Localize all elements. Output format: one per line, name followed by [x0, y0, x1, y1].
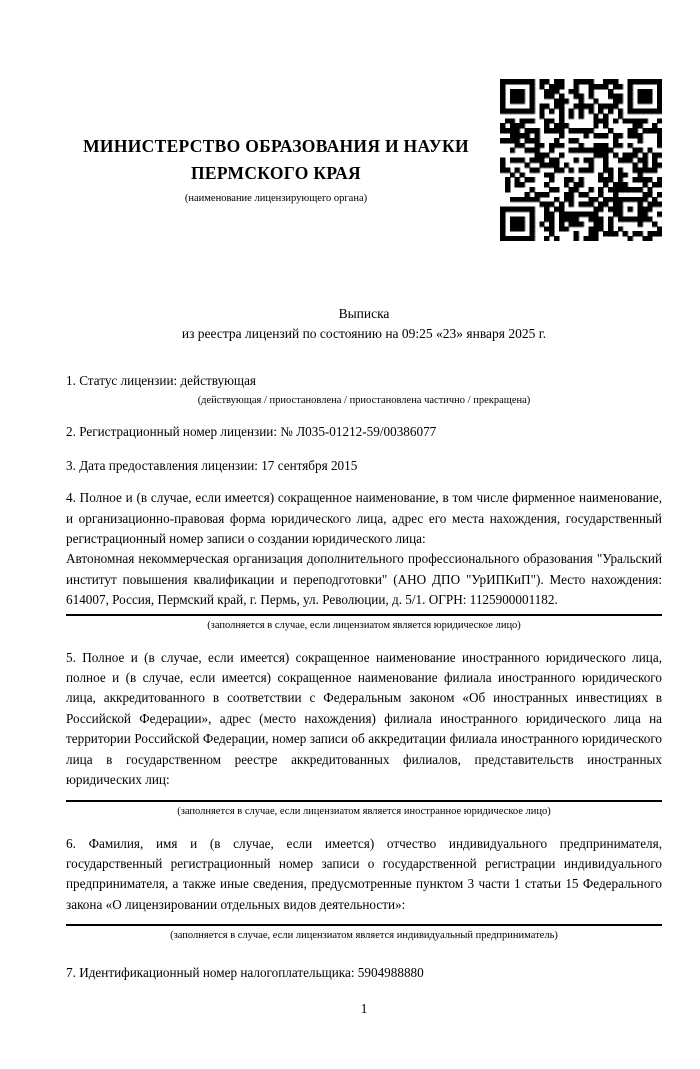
registration-number-text: 2. Регистрационный номер лицензии: № Л035-01212-59/00386077 — [66, 424, 437, 440]
ministry-name-line1: МИНИСТЕРСТВО ОБРАЗОВАНИЯ И НАУКИ — [83, 136, 469, 156]
licensing-authority-caption: (наименование лицензирующего органа) — [184, 193, 368, 204]
fill-in-rule-legal-entity — [66, 614, 662, 616]
item-legal-entity — [66, 488, 662, 631]
fill-in-rule-foreign-entity — [66, 800, 662, 802]
license-status-caption: (действующая / приостановлена / приостановлена частично / прекращена) — [197, 395, 531, 407]
item-grant-date — [66, 456, 662, 476]
taxpayer-id-text: 7. Идентификационный номер налогоплательщика: 5904988880 — [66, 965, 424, 981]
ministry-name-line2: ПЕРМСКОГО КРАЯ — [191, 163, 361, 183]
item-taxpayer-id — [66, 963, 662, 983]
individual-clause-text: 6. Фамилия, имя и (в случае, если имеется) отчество индивидуального предпринимателя, государственный регистрационный номер записи о государственной регистрации индивидуального предпринимателя, а также иные сведения, предусмотренные пунктом 3 части 1 статьи 15 Федерального закона «О лицензировании отдельных видов деятельности»: — [66, 835, 662, 912]
foreign-entity-caption: (заполняется в случае, если лицензиатом является иностранное юридическое лицо) — [177, 805, 551, 817]
item-license-status — [66, 371, 662, 407]
item-individual-entrepreneur — [66, 834, 662, 943]
legal-entity-value: Автономная некоммерческая организация дополнительного профессионального образования "Уральский институт повышения квалификации и переподготовки" (АНО ДПО "УрИПКиП"). Место нахождения: 614007, Россия, Пермский край, г. Пермь, ул. Революции, д. 5/1. ОГРН: 1125900001182. — [66, 551, 662, 608]
license-status-text: 1. Статус лицензии: действующая — [66, 373, 257, 388]
document-title-line1: Выписка — [338, 306, 390, 321]
fill-in-rule-individual — [66, 924, 662, 926]
legal-entity-caption: (заполняется в случае, если лицензиатом является юридическое лицо) — [207, 619, 521, 631]
grant-date-text: 3. Дата предоставления лицензии: 17 сентября 2015 — [66, 457, 358, 473]
legal-entity-clause-text: 4. Полное и (в случае, если имеется) сокращенное наименование, в том числе фирменное наименование, и организационно-правовая форма юридического лица, адрес его места нахождения, государственный регистрационный номер записи о создании юридического лица: — [66, 490, 662, 547]
item-foreign-entity — [66, 648, 662, 818]
document-title — [66, 304, 662, 344]
document-title-line2: из реестра лицензий по состоянию на 09:25 «23» января 2025 г. — [181, 326, 547, 341]
foreign-entity-clause-text: 5. Полное и (в случае, если имеется) сокращенное наименование иностранного юридического лица, полное и (в случае, если имеется) сокращенное наименование филиала иностранного юридического лица, аккредитованного в соответствии с Федеральным законом «Об иностранных инвестициях в Российской Федерации», адрес (место нахождения) филиала иностранного юридического лица на территории Российской Федерации, номер записи об аккредитации филиала иностранного юридического лица в государственном реестре аккредитованных филиалов, представительств иностранных юридических лиц: — [66, 649, 662, 788]
licensing-authority-block — [66, 133, 486, 205]
item-registration-number — [66, 422, 662, 442]
document-page — [0, 79, 700, 1069]
individual-caption: (заполняется в случае, если лицензиатом является индивидуальный предприниматель) — [170, 930, 558, 942]
document-header — [66, 79, 662, 241]
qr-code — [500, 79, 662, 241]
page-number: 1 — [360, 1000, 368, 1016]
licensing-authority-name — [66, 133, 486, 187]
